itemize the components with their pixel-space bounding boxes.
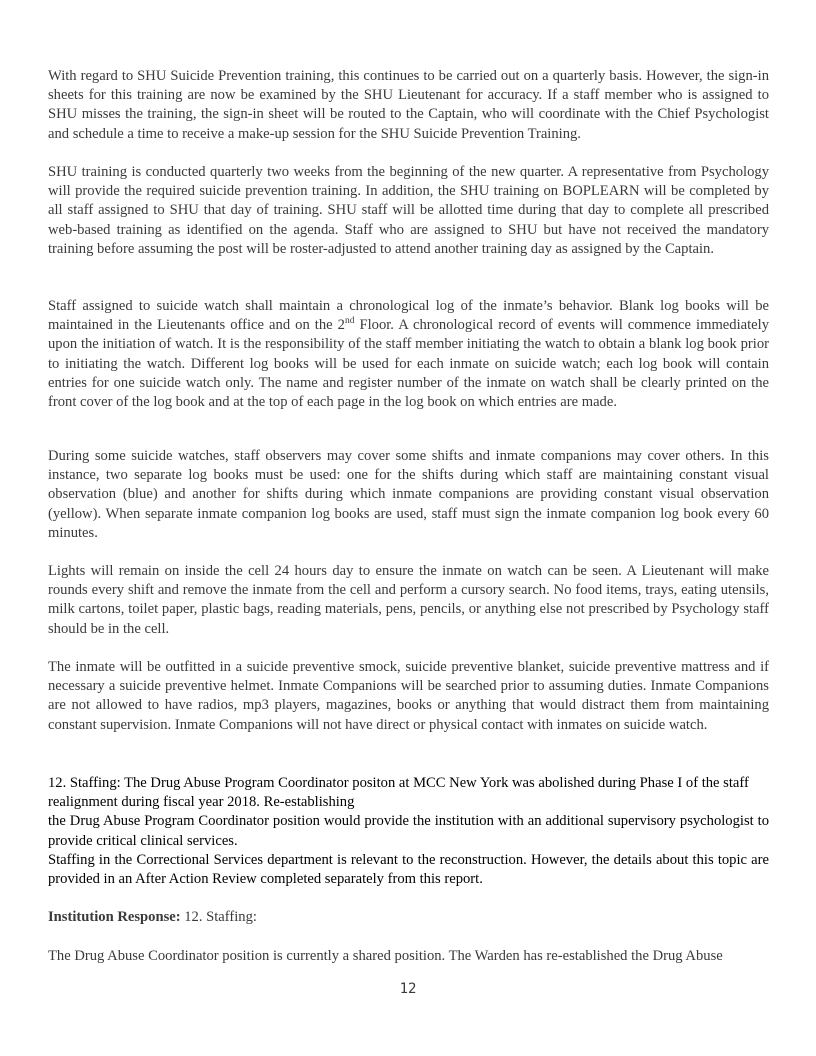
paragraph-inmate-outfitting: The inmate will be outfitted in a suicide preventive smock, suicide preventive blanket, suicide preventive mattress and if necessary a suicide preventive helmet. Inmate Companions will be searched prior to assuming duties. Inmate Companions are not allowed to have radios, mp3 players, magazines, books or anything that would distract them from maintaining constant supervision. Inmate Companions will not have direct or physical contact with inmates on suicide watch. [48,659,769,733]
paragraph-separate-log-books: During some suicide watches, staff observers may cover some shifts and inmate companions may cover others. In this instance, two separate log books must be used: one for the shifts during which staff are maintaining constant visual observation (blue) and another for shifts during which inmate companions are providing constant visual observation (yellow). When separate inmate companion log books are used, staff must sign the inmate companion log book every 60 minutes. [48,448,769,541]
institution-response-topic: 12. Staffing: [180,909,257,925]
paragraph-drug-abuse-coordinator-position: The Drug Abuse Coordinator position is currently a shared position. The Warden has re-established the Drug Abuse [48,948,723,964]
paragraph-cell-lights-rounds: Lights will remain on inside the cell 24 hours day to ensure the inmate on watch can be seen. A Lieutenant will make rounds every shift and remove the inmate from the cell and perform a cursory search. No food items, trays, eating utensils, milk cartons, toilet paper, plastic bags, reading materials, pens, pencils, or anything else not prescribed by Psychology staff should be in the cell. [48,563,769,637]
paragraph-suicide-watch-log [48,297,769,412]
institution-response-label: Institution Response: [48,909,181,925]
paragraph-institution-response-heading [48,908,769,927]
staffing-recommendation-line2: the Drug Abuse Program Coordinator position would provide the institution with an additional supervisory psychologist to provide critical clinical services. [48,813,769,849]
paragraph-shu-suicide-prevention-training: With regard to SHU Suicide Prevention training, this continues to be carried out on a quarterly basis. However, the sign-in sheets for this training are now be examined by the SHU Lieutenant for accuracy. If a staff member who is assigned to SHU misses the training, the sign-in sheet will be routed to the Captain, who will coordinate with the Chief Psychologist and schedule a time to receive a make-up session for the SHU Suicide Prevention Training. [48,68,769,142]
ordinal-superscript: nd [344,316,355,327]
paragraph-correctional-services-staffing: Staffing in the Correctional Services department is relevant to the reconstruction. However, the details about this topic are provided in an After Action Review completed separately from this report. [48,852,769,888]
page-number: 12 [399,981,417,997]
paragraph-shu-training-schedule: SHU training is conducted quarterly two weeks from the beginning of the new quarter. A representative from Psychology will provide the required suicide prevention training. In addition, the SHU training on BOPLEARN will be completed by all staff assigned to SHU that day of training. SHU staff will be allotted time during that day to complete all prescribed web-based training as identified on the agenda. Staff who are assigned to SHU but have not received the mandatory training before assuming the post will be roster-adjusted to attend another training day as assigned by the Captain. [48,164,769,257]
paragraph-suicide-watch-log-part2: Floor. A chronological record of events will commence immediately upon the initiation of watch. It is the responsibility of the staff member initiating the watch to obtain a blank log book prior to initiating the watch. Different log books will be used for each inmate on suicide watch; each log book will contain entries for one suicide watch only. The name and register number of the inmate on watch shall be clearly printed on the front cover of the log book and at the top of each page in the log book on which entries are made. [48,317,769,411]
paragraph-staffing-recommendation [48,774,769,851]
paragraph-suicide-watch-log-part1: Staff assigned to suicide watch shall maintain a chronological log of the inmate’s behavior. Blank log books will be maintained in the Lieutenants office and on the 2 [48,298,769,334]
staffing-recommendation-line1: 12. Staffing: The Drug Abuse Program Coordinator positon at MCC New York was abolished during Phase I of the staff realignment during fiscal year 2018. Re-establishing [48,775,749,811]
